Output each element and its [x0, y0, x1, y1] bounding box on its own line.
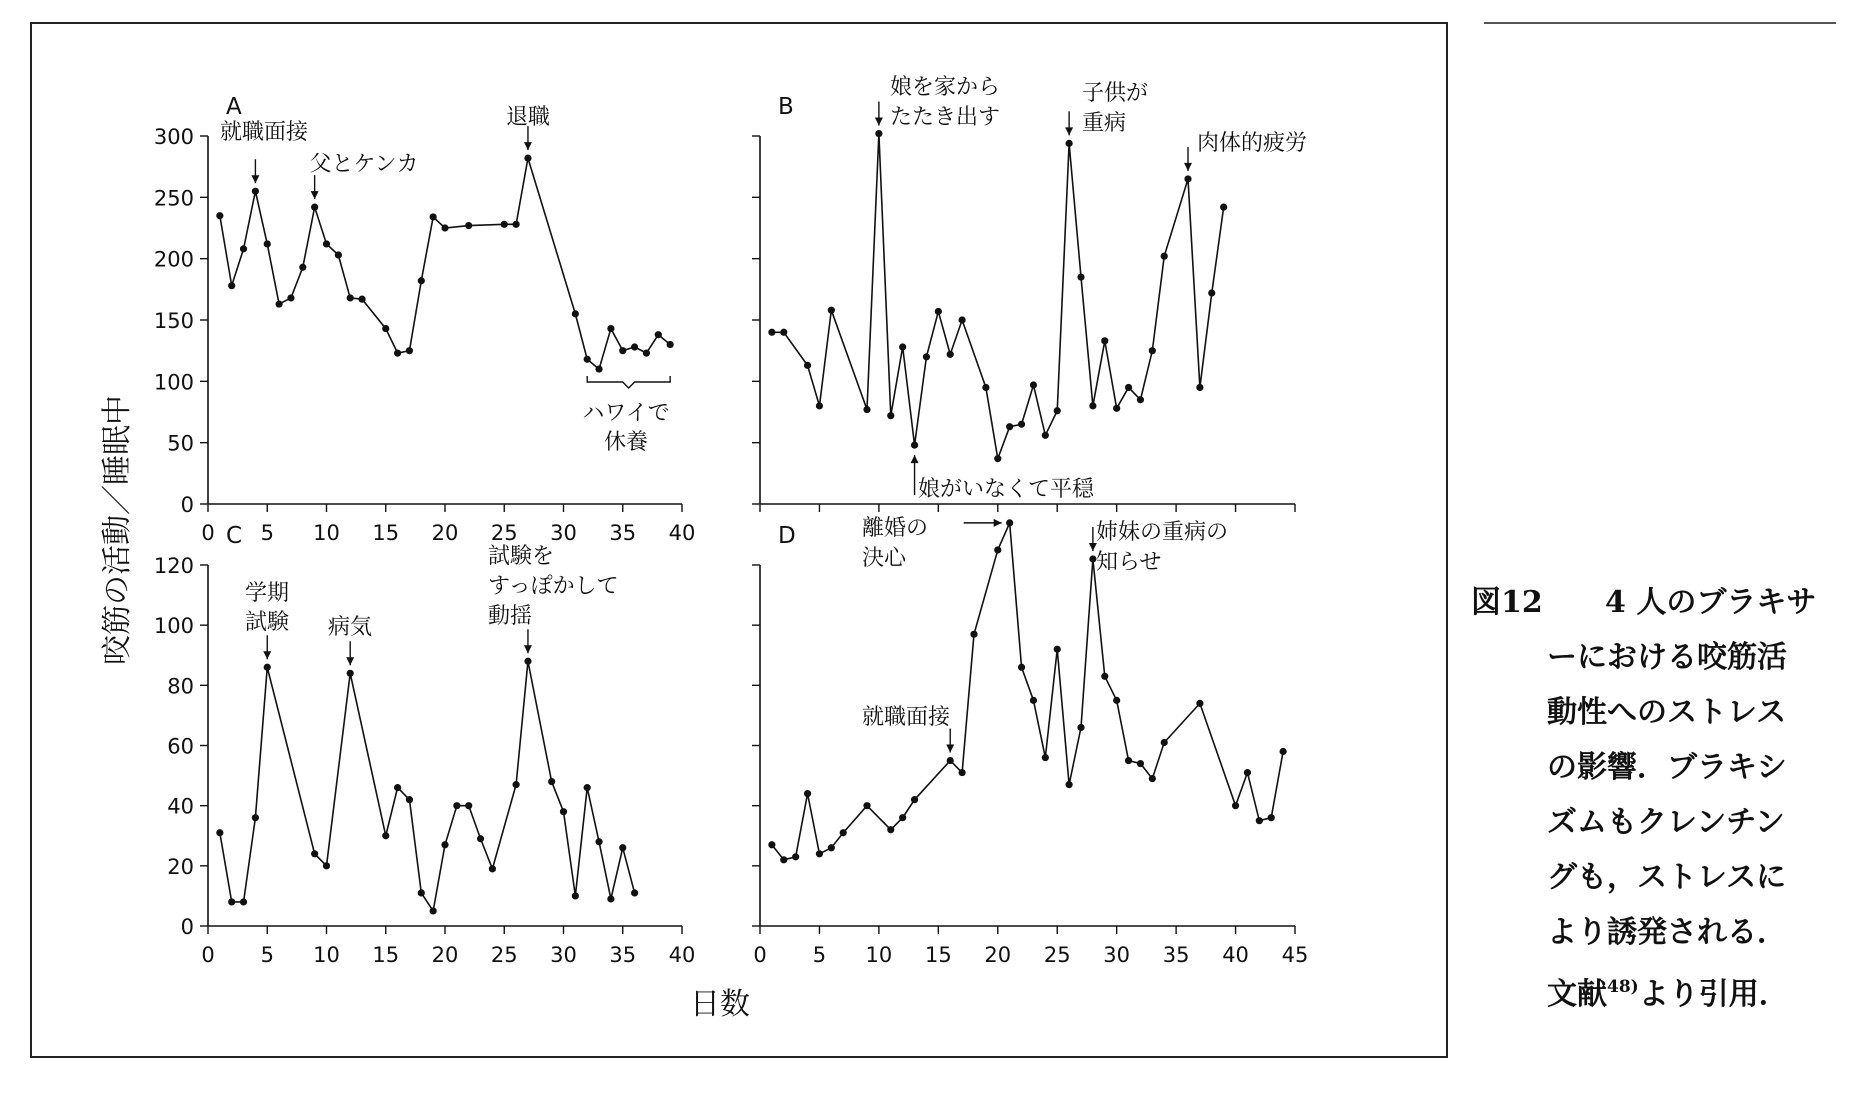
- y-axis-label: 咬筋の活動／睡眠中: [100, 395, 135, 665]
- y-tick-label: 250: [153, 186, 194, 211]
- annotation-text: すっぽかして: [488, 574, 619, 599]
- annotation-bracket: [587, 376, 670, 388]
- data-point: [465, 802, 472, 809]
- data-point: [619, 844, 626, 851]
- annotation-arrowhead: [311, 191, 319, 199]
- annotation-arrowhead: [524, 645, 532, 653]
- annotation-arrowhead: [946, 745, 954, 753]
- data-point: [418, 889, 425, 896]
- annotation-text: 決心: [862, 546, 907, 571]
- x-tick-label: 25: [490, 943, 518, 967]
- annotation-text: 就職面接: [219, 120, 309, 145]
- data-point: [264, 240, 271, 247]
- x-tick-label: 30: [550, 943, 577, 967]
- data-point: [430, 213, 437, 220]
- caption-label: 図12: [1471, 585, 1543, 620]
- data-point: [959, 316, 966, 323]
- data-point: [1030, 381, 1037, 388]
- y-tick-label: 200: [153, 247, 194, 272]
- data-point: [1101, 337, 1108, 344]
- y-tick-label: 0: [180, 493, 194, 517]
- data-point: [453, 802, 460, 809]
- data-point: [216, 829, 223, 836]
- x-tick-label: 0: [753, 943, 767, 967]
- annotation-text: 試験を: [488, 544, 555, 569]
- data-point: [1196, 700, 1203, 707]
- data-point: [899, 343, 906, 350]
- data-point: [465, 222, 472, 229]
- x-tick-label: 10: [865, 943, 893, 967]
- data-point: [643, 350, 650, 357]
- annotation-text: 病気: [327, 615, 373, 640]
- x-tick-label: 35: [1162, 943, 1190, 967]
- annotation-text: 離婚の: [862, 516, 929, 541]
- series-line-A: [220, 158, 670, 369]
- data-point: [358, 296, 365, 303]
- caption-ref-word: 文献: [1547, 977, 1607, 1012]
- y-tick-label: 100: [153, 614, 194, 639]
- data-point: [382, 832, 389, 839]
- data-point: [1244, 769, 1251, 776]
- data-point: [994, 546, 1001, 553]
- annotation-text: 知らせ: [1096, 550, 1162, 575]
- data-point: [792, 853, 799, 860]
- data-point: [607, 895, 614, 902]
- data-point: [430, 907, 437, 914]
- data-point: [1113, 697, 1120, 704]
- data-point: [264, 664, 271, 671]
- data-point: [584, 356, 591, 363]
- data-point: [406, 796, 413, 803]
- x-tick-label: 25: [1043, 943, 1071, 967]
- data-point: [276, 300, 283, 307]
- annotation-arrowhead: [524, 142, 532, 150]
- x-tick-label: 40: [1222, 943, 1249, 967]
- data-point: [240, 898, 247, 905]
- x-tick-label: 20: [431, 943, 459, 967]
- data-point: [1077, 273, 1084, 280]
- annotation-arrowhead: [1184, 163, 1192, 171]
- data-point: [584, 784, 591, 791]
- data-point: [394, 784, 401, 791]
- data-point: [1268, 814, 1275, 821]
- data-point: [947, 757, 954, 764]
- data-point: [1089, 402, 1096, 409]
- x-tick-label: 35: [609, 943, 637, 967]
- data-point: [1137, 396, 1144, 403]
- annotation-text: 試験: [244, 610, 290, 635]
- data-point: [1113, 405, 1120, 412]
- panel-label-B: B: [778, 94, 794, 120]
- data-point: [816, 402, 823, 409]
- caption-line: グも，ストレスに: [1547, 860, 1787, 895]
- x-tick-label: 20: [984, 943, 1012, 967]
- data-point: [816, 850, 823, 857]
- data-point: [1101, 673, 1108, 680]
- data-point: [970, 631, 977, 638]
- x-tick-label: 5: [812, 943, 827, 967]
- data-point: [1030, 697, 1037, 704]
- x-tick-label: 0: [201, 943, 215, 967]
- data-point: [347, 670, 354, 677]
- data-point: [240, 245, 247, 252]
- data-point: [887, 826, 894, 833]
- data-point: [1125, 757, 1132, 764]
- data-point: [1149, 347, 1156, 354]
- y-tick-label: 50: [167, 431, 194, 456]
- annotation-text: 学期: [244, 581, 290, 606]
- annotation-text: 姉妹の重病の: [1096, 520, 1229, 545]
- annotation-arrowhead: [1065, 127, 1073, 135]
- data-point: [1256, 817, 1263, 824]
- x-tick-label: 35: [609, 521, 637, 545]
- data-point: [513, 781, 520, 788]
- data-point: [1161, 253, 1168, 260]
- data-point: [1208, 289, 1215, 296]
- data-point: [489, 865, 496, 872]
- caption-ref-end: より引用．: [1638, 977, 1789, 1012]
- data-point: [667, 341, 674, 348]
- x-tick-label: 5: [260, 943, 274, 967]
- data-point: [548, 778, 555, 785]
- caption-line: より誘発される．: [1547, 915, 1787, 950]
- y-tick-label: 150: [153, 309, 194, 333]
- annotation-text: 娘がいなくて平穏: [918, 477, 1095, 502]
- data-point: [899, 814, 906, 821]
- data-point: [1220, 204, 1227, 211]
- annotation-arrowhead: [251, 175, 259, 183]
- annotation-arrowhead: [911, 455, 919, 463]
- y-tick-label: 100: [153, 370, 194, 395]
- annotation-text: 子供が: [1082, 81, 1149, 106]
- annotation-text: 父とケンカ: [309, 152, 419, 177]
- data-point: [1018, 421, 1025, 428]
- y-tick-label: 60: [167, 734, 194, 759]
- series-line-D: [772, 523, 1283, 860]
- data-point: [252, 188, 259, 195]
- x-tick-label: 10: [313, 521, 340, 545]
- data-point: [1161, 739, 1168, 746]
- x-tick-label: 40: [668, 943, 696, 967]
- data-point: [1196, 384, 1203, 391]
- caption-line-reference: [1547, 960, 1847, 1022]
- data-point: [228, 898, 235, 905]
- data-point: [228, 282, 235, 289]
- data-point: [863, 406, 870, 413]
- data-point: [994, 455, 1001, 462]
- data-point: [1125, 384, 1132, 391]
- x-tick-label: 15: [372, 943, 400, 967]
- data-point: [828, 307, 835, 314]
- caption-line: の影響．ブラキシ: [1547, 750, 1787, 785]
- data-point: [595, 838, 602, 845]
- caption-line: ズムもクレンチン: [1547, 805, 1785, 840]
- annotation-text: 休養: [603, 430, 649, 455]
- x-tick-label: 0: [201, 521, 215, 545]
- caption-line: ーにおける咬筋活: [1547, 640, 1787, 675]
- data-point: [768, 329, 775, 336]
- data-point: [311, 204, 318, 211]
- x-tick-label: 30: [1103, 943, 1131, 967]
- x-tick-label: 25: [490, 521, 518, 545]
- annotation-text: 娘を家から: [890, 75, 1001, 100]
- x-tick-label: 10: [313, 943, 340, 967]
- data-point: [1042, 432, 1049, 439]
- x-tick-label: 15: [924, 943, 952, 967]
- data-point: [1066, 140, 1073, 147]
- data-point: [347, 294, 354, 301]
- data-point: [1054, 407, 1061, 414]
- panel-label-D: D: [778, 523, 796, 549]
- annotation-text: 肉体的疲労: [1197, 131, 1308, 156]
- data-point: [1006, 423, 1013, 430]
- data-point: [441, 841, 448, 848]
- data-point: [1066, 781, 1073, 788]
- x-tick-label: 40: [668, 521, 696, 545]
- data-point: [560, 808, 567, 815]
- data-point: [524, 154, 531, 161]
- data-point: [828, 844, 835, 851]
- y-tick-label: 80: [167, 674, 194, 699]
- y-tick-label: 20: [167, 854, 194, 879]
- data-point: [252, 814, 259, 821]
- data-point: [863, 802, 870, 809]
- data-point: [607, 325, 614, 332]
- y-tick-label: 300: [153, 125, 194, 149]
- data-point: [911, 442, 918, 449]
- data-point: [655, 331, 662, 338]
- data-point: [1054, 646, 1061, 653]
- data-point: [477, 835, 484, 842]
- data-point: [887, 412, 894, 419]
- data-point: [804, 362, 811, 369]
- panel-label-C: C: [226, 523, 243, 549]
- data-point: [935, 308, 942, 315]
- data-point: [1006, 519, 1013, 526]
- data-point: [947, 351, 954, 358]
- data-point: [780, 329, 787, 336]
- data-point: [1018, 664, 1025, 671]
- series-line-B: [772, 134, 1224, 459]
- data-point: [418, 277, 425, 284]
- data-point: [572, 310, 579, 317]
- data-point: [299, 264, 306, 271]
- data-point: [840, 829, 847, 836]
- annotation-text: たたき出す: [890, 105, 1001, 130]
- data-point: [311, 850, 318, 857]
- annotation-arrowhead: [875, 118, 883, 126]
- data-point: [513, 221, 520, 228]
- top-rule: [1484, 22, 1836, 24]
- data-point: [1149, 775, 1156, 782]
- caption-ref-number: 48): [1607, 977, 1639, 997]
- annotation-text: ハワイで: [582, 401, 670, 426]
- data-point: [768, 841, 775, 848]
- caption-line: 4 人のブラキサ: [1605, 585, 1817, 620]
- x-tick-label: 5: [260, 521, 274, 545]
- y-tick-label: 0: [180, 915, 194, 939]
- data-point: [619, 347, 626, 354]
- data-point: [572, 892, 579, 899]
- data-point: [1042, 754, 1049, 761]
- panel-label-A: A: [226, 94, 242, 120]
- data-point: [335, 251, 342, 258]
- x-tick-label: 20: [431, 521, 459, 545]
- annotation-arrowhead: [994, 519, 1002, 527]
- data-point: [406, 347, 413, 354]
- data-point: [287, 294, 294, 301]
- annotation-text: 重病: [1082, 111, 1127, 136]
- data-point: [1184, 175, 1191, 182]
- data-point: [959, 769, 966, 776]
- data-point: [1137, 760, 1144, 767]
- x-tick-label: 45: [1281, 943, 1309, 967]
- annotation-text: 就職面接: [861, 705, 951, 730]
- data-point: [323, 240, 330, 247]
- data-point: [1280, 748, 1287, 755]
- data-point: [875, 130, 882, 137]
- x-tick-label: 30: [550, 521, 577, 545]
- y-tick-label: 40: [167, 794, 194, 819]
- data-point: [631, 889, 638, 896]
- data-point: [323, 862, 330, 869]
- data-point: [911, 796, 918, 803]
- caption-line: 動性へのストレス: [1547, 695, 1787, 730]
- series-line-C: [220, 661, 635, 911]
- data-point: [441, 224, 448, 231]
- data-point: [394, 350, 401, 357]
- data-point: [780, 856, 787, 863]
- data-point: [524, 658, 531, 665]
- data-point: [804, 790, 811, 797]
- x-axis-label: 日数: [690, 987, 750, 1022]
- data-point: [631, 343, 638, 350]
- annotation-text: 動揺: [488, 604, 533, 629]
- annotation-arrowhead: [263, 651, 271, 659]
- data-point: [382, 325, 389, 332]
- data-point: [923, 353, 930, 360]
- y-tick-label: 120: [153, 554, 194, 578]
- data-point: [501, 221, 508, 228]
- data-point: [982, 384, 989, 391]
- x-tick-label: 15: [372, 521, 400, 545]
- data-point: [216, 212, 223, 219]
- annotation-arrowhead: [346, 657, 354, 665]
- data-point: [1232, 802, 1239, 809]
- data-point: [1077, 724, 1084, 731]
- annotation-text: 退職: [505, 105, 551, 130]
- data-point: [595, 365, 602, 372]
